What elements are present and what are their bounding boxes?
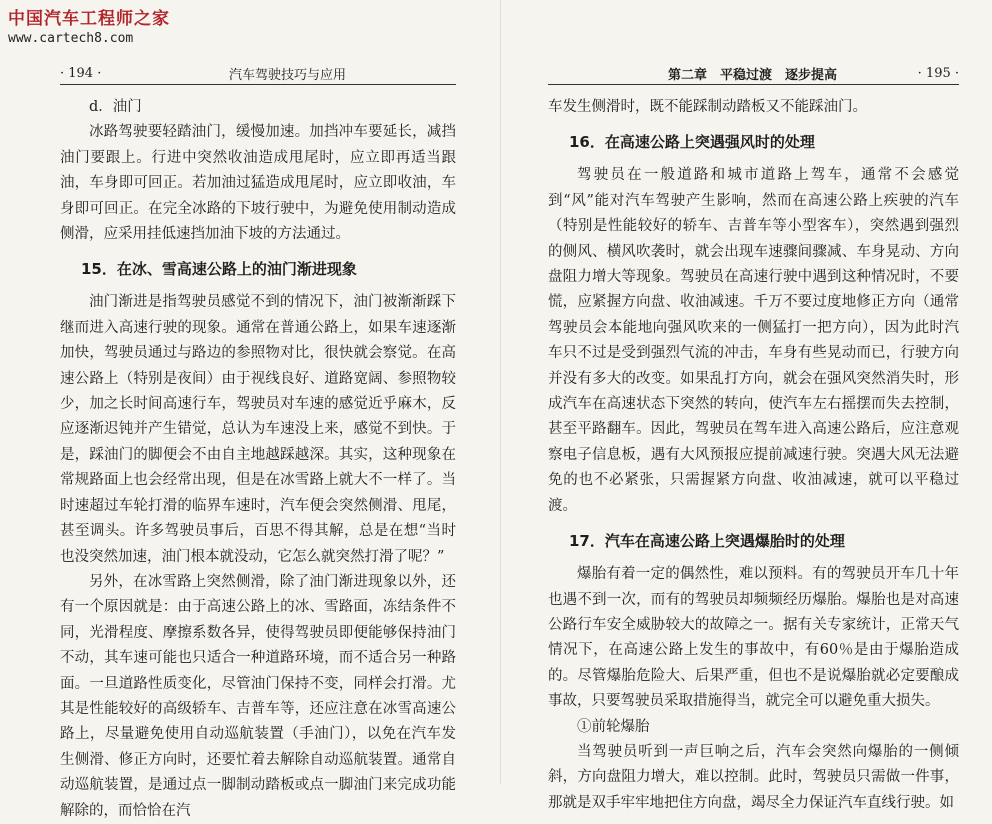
right-chapter-title: 第二章 平稳过渡 逐步提高 [668,67,838,83]
right-page-header [548,62,959,85]
left-page [60,62,456,824]
paragraph: 驾驶员在一般道路和城市道路上驾车，通常不会感觉到“风”能对汽车驾驶产生影响，然而在高速公路上疾驶的汽车（特别是性能较好的轿车、吉普车等小型客车），突然遇到强烈的侧风、横风吹袭时，就会出现车速骤间骤减、车身晃动、方向盘阻力增大等现象。驾驶员在高速行驶中遇到这种情况时，不要慌，应紧握方向盘、收油减速。千万不要过度地修正方向（通常驾驶员会本能地向强风吹来的一侧猛打一把方向），因为此时汽车只不过是受到强烈气流的冲击，车身有些晃动而已，行驶方向并没有多大的改变。如果乱打方向，就会在强风突然消失时，形成汽车在高速状态下突然的转向，使汽车左右摇摆而失去控制，甚至平路翻车。因此，驾驶员在驾车进入高速公路后，应注意观察电子信息板，遇有大风预报应提前减速行驶。突遇大风无法避免的也不必紧张，只需握紧方向盘、收油减速，就可以平稳过渡。 [548,167,959,514]
paragraph: 油门渐进是指驾驶员感觉不到的情况下，油门被渐渐踩下继而进入高速行驶的现象。通常在普通公路上，如果车速逐渐加快，驾驶员通过与路边的参照物对比，很快就会察觉。在高速公路上（特别是夜间）由于视线良好、道路宽阔、参照物较少，加之长时间高速行车，驾驶员对车速的感觉近乎麻木，反应逐渐迟钝并产生错觉，总认为车速没上来，感觉不到快。于是，踩油门的脚便会不由自主地越踩越深。其实，这种现象在常规路面上也会经常出现，但是在冰雪路上就大不一样了。当时速超过车轮打滑的临界车速时，汽车便会突然侧滑、甩尾，甚至调头。许多驾驶员事后，百思不得其解，总是在想“当时也没突然加速，油门根本就没动，它怎么就突然打滑了呢？” [60,294,456,565]
paragraph: 当驾驶员听到一声巨响之后，汽车会突然向爆胎的一侧倾斜，方向盘阻力增大，难以控制。此时，驾驶员只需做一件事，那就是双手牢牢地把住方向盘，竭尽全力保证汽车直线行驶。如 [548,743,959,811]
paragraph: 爆胎有着一定的偶然性，难以预料。有的驾驶员开车几十年也遇不到一次，而有的驾驶员却频频经历爆胎。爆胎也是对高速公路行车安全威胁较大的故障之一。据有关专家统计，正常天气情况下，在高速公路上发生的事故中，有60％是由于爆胎造成的。尽管爆胎危险大、后果严重，但也不是说爆胎就必定要酿成事故，只要驾驶员采取措施得当，就完全可以避免重大损失。 [548,566,959,710]
paragraph: 另外，在冰雪路上突然侧滑，除了油门渐进现象以外，还有一个原因就是：由于高速公路上的冰、雪路面，冻结条件不同，光滑程度、摩擦系数各异，使得驾驶员即便能够保持油门不动，其车速可能也只适合一种道路环境，而不适合另一种路面。一旦道路性质变化，尽管油门保持不变，同样会打滑。尤其是性能较好的高级轿车、吉普车等，还应注意在冰雪高速公路上，尽量避免使用自动巡航装置（手油门），以免在汽车发生侧滑、修正方向时，还要忙着去解除自动巡航装置。通常自动巡航装置，是通过点一脚制动踏板或点一脚油门来完成功能解除的，而恰恰在汽 [60,573,456,819]
watermark [8,4,170,46]
paragraph: 冰路驾驶要轻踏油门，缓慢加速。加挡冲车要延长，减挡油门要跟上。行进中突然收油造成甩尾时，应立即再适当跟油，车身即可回正。若加油过猛造成甩尾时，应立即收油，车身即可回正。在完全冰路的下坡行驶中，为避免使用制动造成侧滑，应采用挂低速挡加油下坡的方法通过。 [60,124,456,243]
right-page [548,62,959,816]
subsection-title-throttle: d．油门 [89,99,142,115]
watermark-title: 中国汽车工程师之家 [8,9,170,29]
section-title-17: 17．汽车在高速公路上突遇爆胎时的处理 [569,532,845,551]
item-title-front-tire: ①前轮爆胎 [577,718,650,735]
watermark-url: www.cartech8.com [8,31,134,46]
right-page-number: · 195 · [917,65,959,81]
left-page-number: · 194 · [60,65,102,81]
left-page-header [60,62,456,85]
section-title-16: 16．在高速公路上突遇强风时的处理 [569,133,815,152]
right-page-body [548,95,959,816]
paragraph-continued: 车发生侧滑时，既不能踩制动踏板又不能踩油门。 [548,99,867,115]
left-book-title: 汽车驾驶技巧与应用 [228,67,346,83]
left-page-body [60,95,456,824]
section-title-15: 15．在冰、雪高速公路上的油门渐进现象 [81,260,357,279]
page-gutter [500,0,501,784]
